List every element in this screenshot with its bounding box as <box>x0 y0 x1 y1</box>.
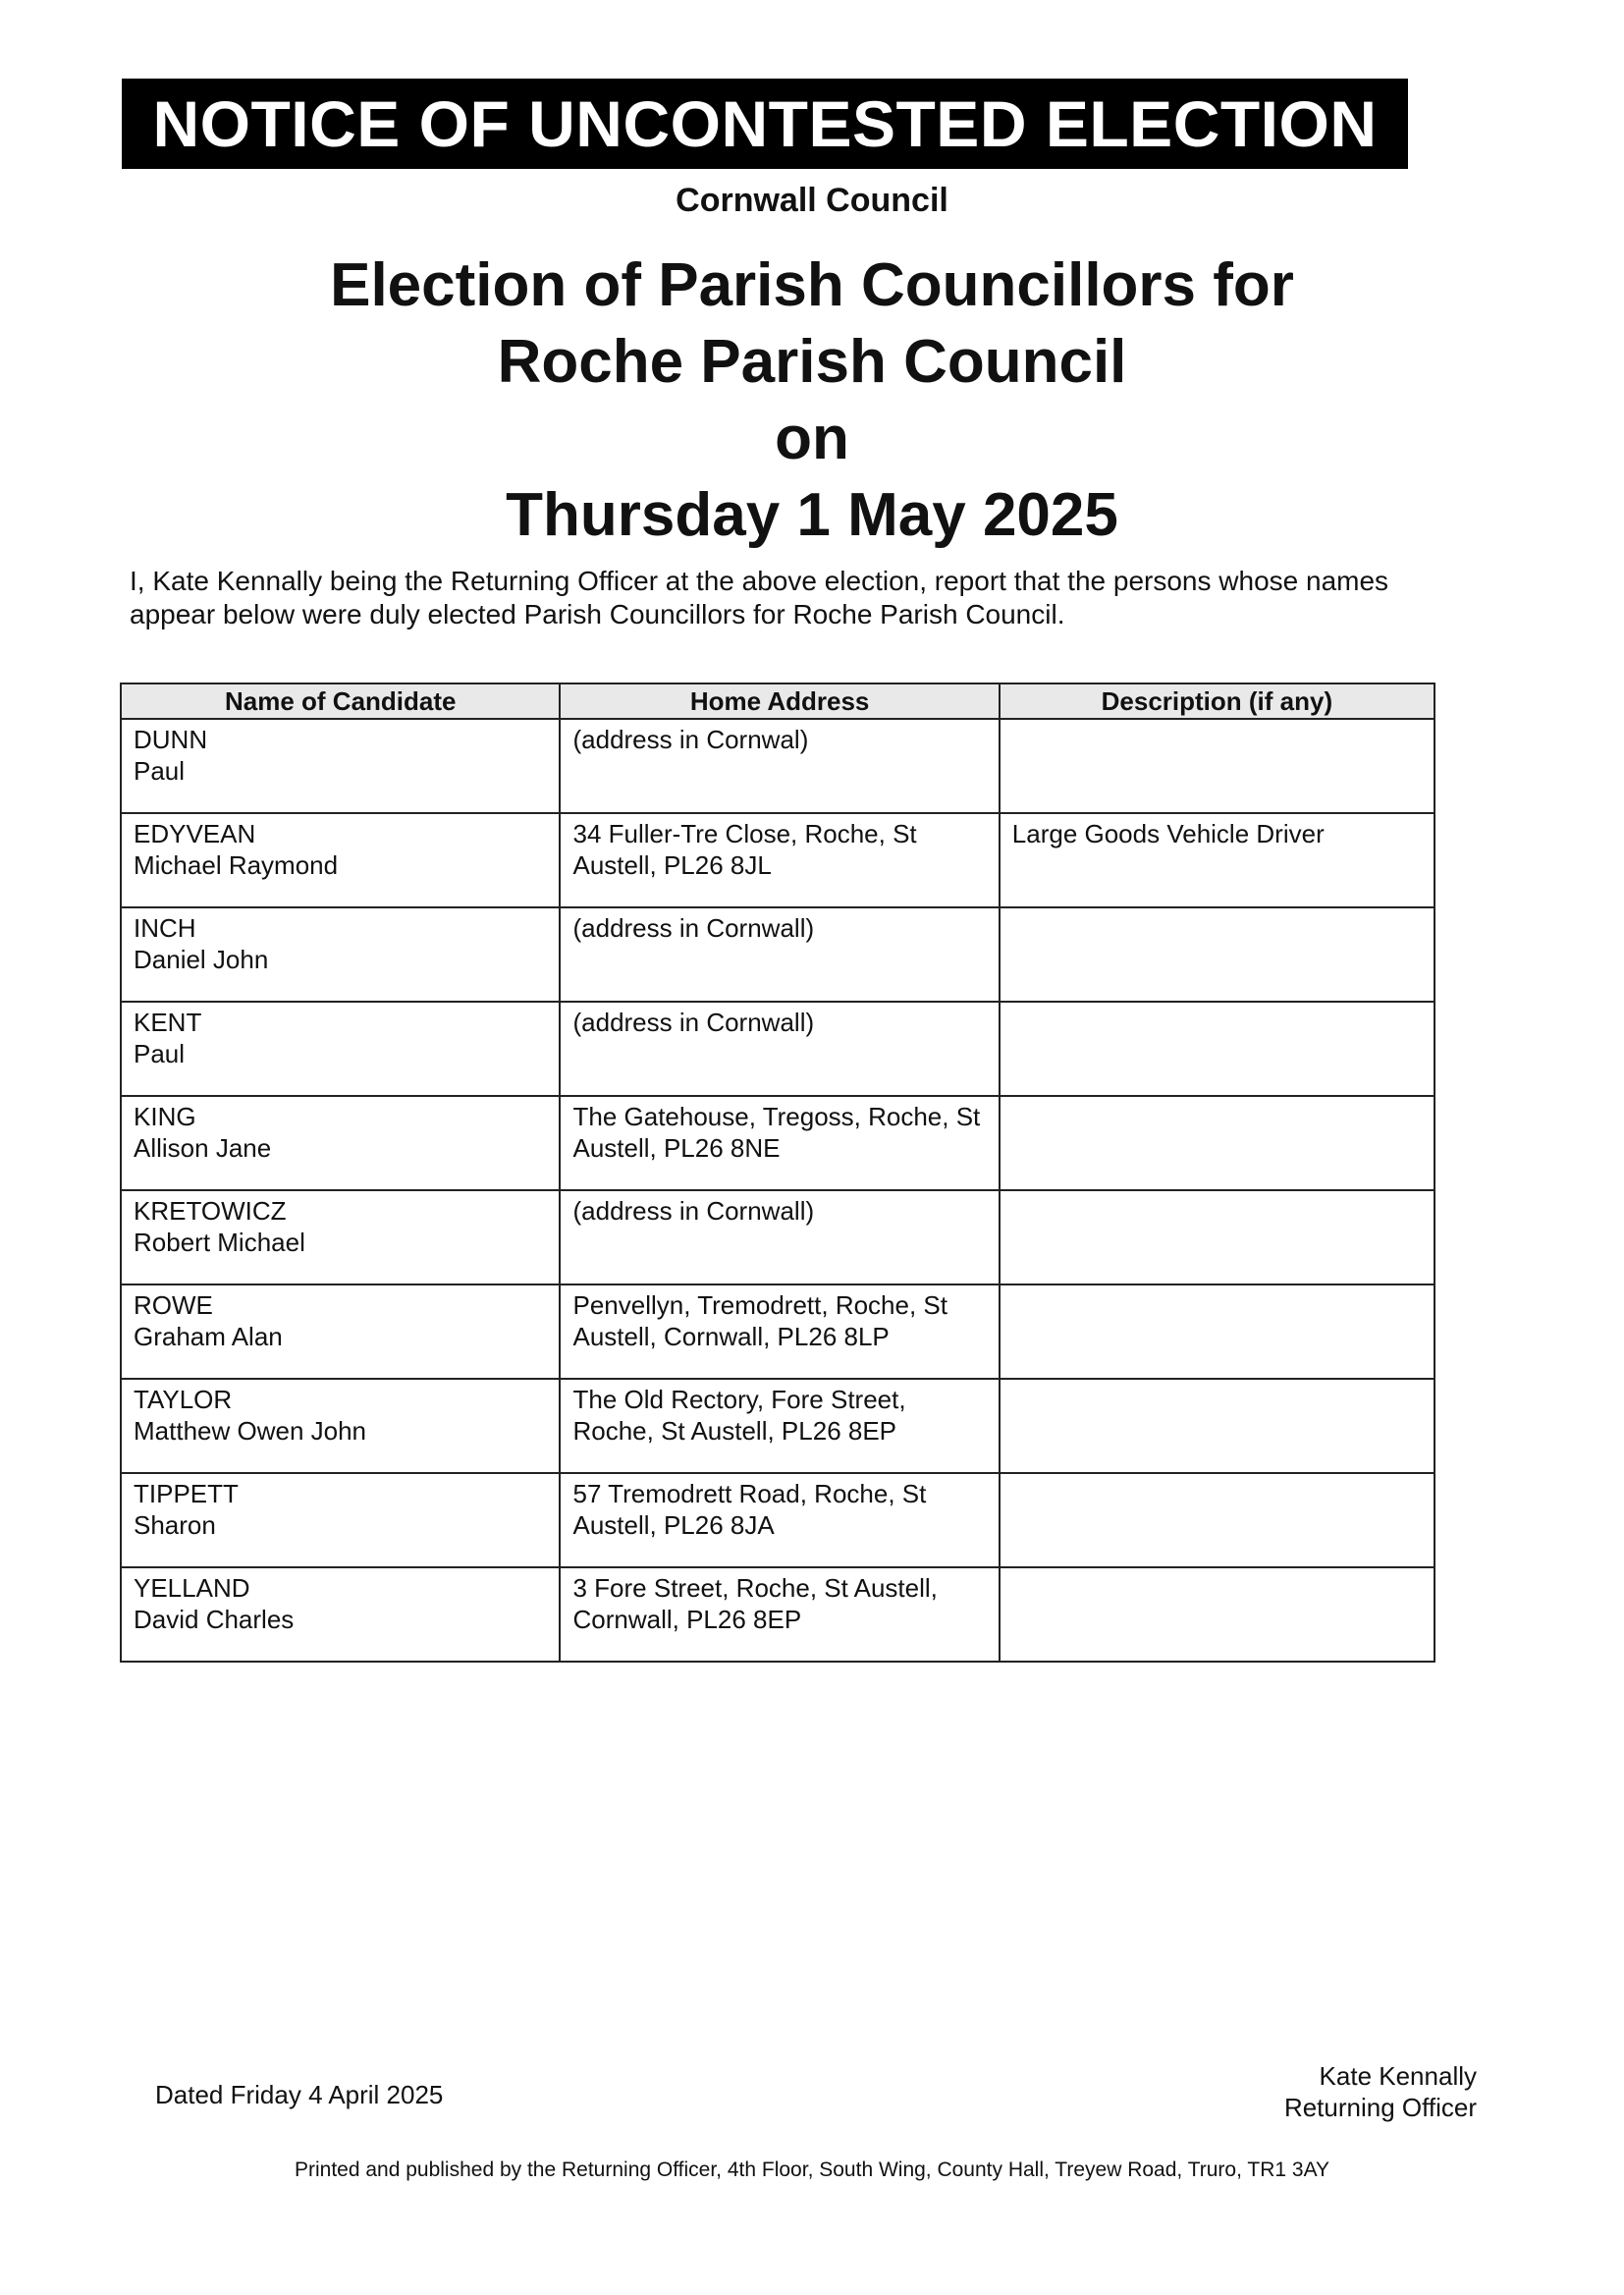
candidate-name-cell <box>121 1567 560 1662</box>
candidate-name-cell <box>121 1096 560 1190</box>
candidate-forenames: Allison Jane <box>134 1133 272 1163</box>
candidate-description <box>1000 1096 1435 1190</box>
candidate-forenames: Paul <box>134 756 186 786</box>
candidate-surname: TAYLOR <box>134 1385 233 1414</box>
candidate-description <box>1000 1002 1435 1096</box>
officer-role: Returning Officer <box>1283 2093 1477 2122</box>
candidate-address: 57 Tremodrett Road, Roche, St Austell, PL26 8JA <box>560 1473 999 1567</box>
candidate-address: The Old Rectory, Fore Street, Roche, St Austell, PL26 8EP <box>560 1379 999 1473</box>
table-row <box>121 1096 1435 1190</box>
candidate-surname: TIPPETT <box>134 1479 239 1508</box>
imprint-footer: Printed and published by the Returning Officer, 4th Floor, South Wing, County Hall, Treyew Road, Truro, TR1 3AY <box>294 2158 1330 2181</box>
table-row <box>121 719 1435 813</box>
candidate-surname: DUNN <box>134 725 208 754</box>
table-row <box>121 907 1435 1002</box>
candidate-description <box>1000 1190 1435 1284</box>
candidate-address: 3 Fore Street, Roche, St Austell, Cornwall, PL26 8EP <box>560 1567 999 1662</box>
candidate-forenames: Graham Alan <box>134 1322 283 1351</box>
officer-signature <box>1178 2060 1477 2123</box>
candidate-address: (address in Cornwall) <box>560 907 999 1002</box>
candidate-name-cell <box>121 1190 560 1284</box>
candidate-name-cell <box>121 1284 560 1379</box>
candidate-description <box>1000 1284 1435 1379</box>
table-row <box>121 1190 1435 1284</box>
candidate-description: Large Goods Vehicle Driver <box>1000 813 1435 907</box>
candidate-description <box>1000 1473 1435 1567</box>
officer-name: Kate Kennally <box>1319 2061 1477 2091</box>
intro-statement: I, Kate Kennally being the Returning Officer at the above election, report that the persons whose names appear below were duly elected Parish Councillors for Roche Parish Council. <box>130 566 1389 629</box>
candidate-name-cell <box>121 813 560 907</box>
candidate-forenames: Matthew Owen John <box>134 1416 367 1446</box>
candidate-address: The Gatehouse, Tregoss, Roche, St Austell, PL26 8NE <box>560 1096 999 1190</box>
candidate-forenames: Paul <box>134 1039 186 1068</box>
candidate-forenames: Sharon <box>134 1510 216 1540</box>
candidate-name-cell <box>121 1002 560 1096</box>
title-line-3: on <box>775 405 849 472</box>
title-line-4: Thursday 1 May 2025 <box>506 481 1118 549</box>
election-title <box>0 247 1624 554</box>
candidate-address: Penvellyn, Tremodrett, Roche, St Austell, Cornwall, PL26 8LP <box>560 1284 999 1379</box>
candidate-name-cell <box>121 907 560 1002</box>
candidate-forenames: Daniel John <box>134 945 269 974</box>
table-header-row <box>121 683 1435 719</box>
notice-banner: NOTICE OF UNCONTESTED ELECTION <box>122 79 1408 169</box>
header-description: Description (if any) <box>1000 683 1435 719</box>
candidate-surname: KING <box>134 1102 196 1131</box>
table-row <box>121 1379 1435 1473</box>
candidate-forenames: Michael Raymond <box>134 850 339 880</box>
table-row <box>121 1473 1435 1567</box>
candidate-address: (address in Cornwall) <box>560 1190 999 1284</box>
candidate-name-cell <box>121 1379 560 1473</box>
candidate-description <box>1000 1567 1435 1662</box>
candidate-address: (address in Cornwall) <box>560 1002 999 1096</box>
table-row <box>121 813 1435 907</box>
table-row <box>121 1567 1435 1662</box>
candidate-address: 34 Fuller-Tre Close, Roche, St Austell, PL26 8JL <box>560 813 999 907</box>
table-row <box>121 1284 1435 1379</box>
candidate-surname: YELLAND <box>134 1573 250 1603</box>
candidate-forenames: Robert Michael <box>134 1228 305 1257</box>
candidate-address: (address in Cornwal) <box>560 719 999 813</box>
title-line-1: Election of Parish Councillors for <box>330 251 1294 319</box>
candidate-surname: KENT <box>134 1008 202 1037</box>
candidate-description <box>1000 1379 1435 1473</box>
candidate-forenames: David Charles <box>134 1605 295 1634</box>
candidate-surname: INCH <box>134 913 196 943</box>
table-row <box>121 1002 1435 1096</box>
candidate-name-cell <box>121 719 560 813</box>
candidates-table <box>120 683 1435 1663</box>
title-line-2: Roche Parish Council <box>497 328 1127 396</box>
header-name: Name of Candidate <box>121 683 560 719</box>
header-address: Home Address <box>560 683 999 719</box>
candidate-description <box>1000 907 1435 1002</box>
date-of-notice: Dated Friday 4 April 2025 <box>155 2080 444 2109</box>
candidate-surname: EDYVEAN <box>134 819 256 848</box>
council-name: Cornwall Council <box>676 182 948 219</box>
candidate-surname: KRETOWICZ <box>134 1196 287 1226</box>
candidate-surname: ROWE <box>134 1290 213 1320</box>
candidate-name-cell <box>121 1473 560 1567</box>
candidates-table-body <box>121 719 1435 1662</box>
candidate-description <box>1000 719 1435 813</box>
